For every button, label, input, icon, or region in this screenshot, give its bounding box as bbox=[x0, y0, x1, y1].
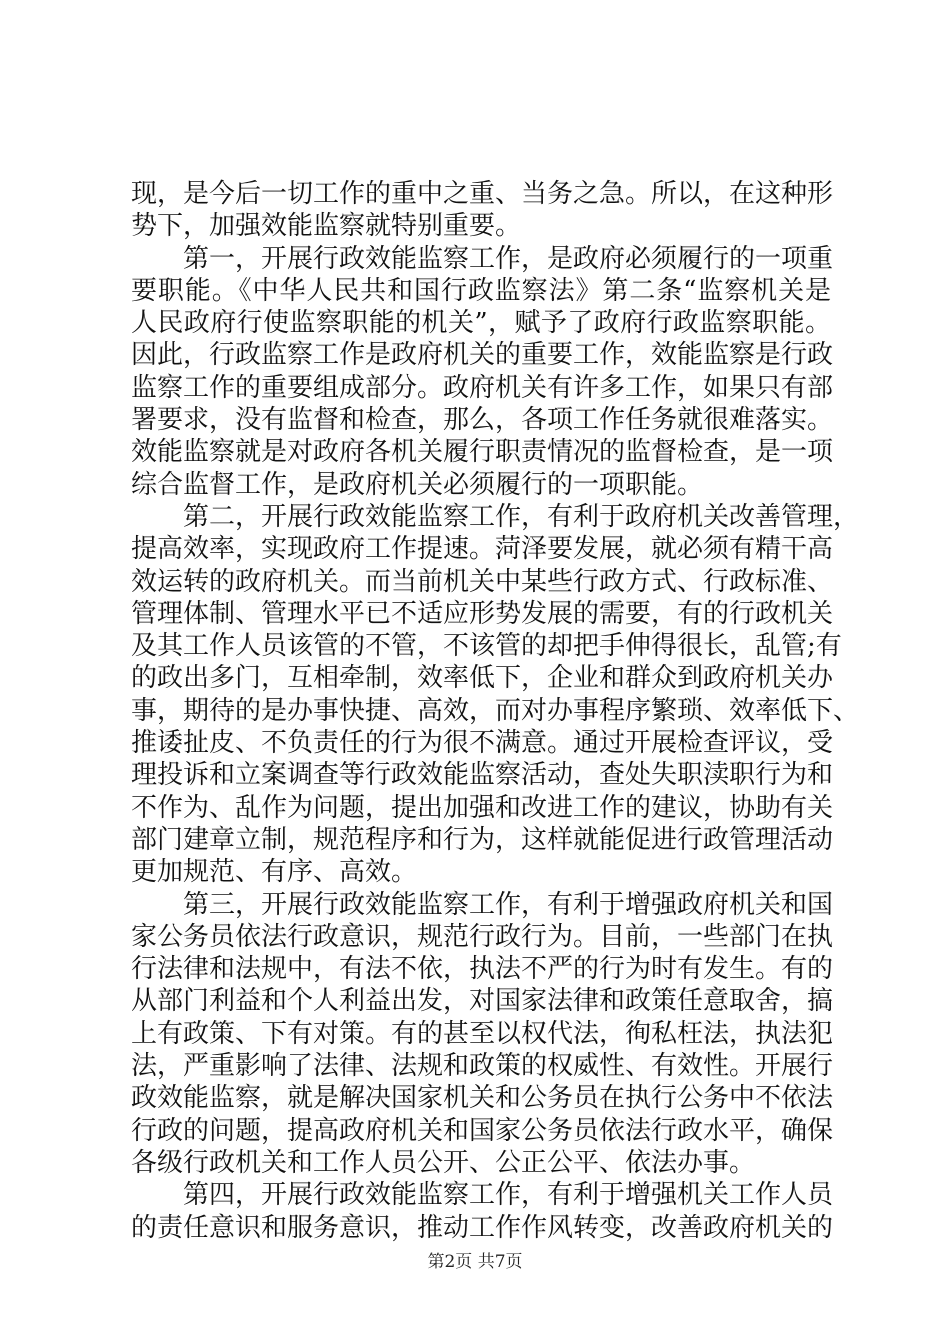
text-line: 监察工作的重要组成部分。政府机关有许多工作，如果只有部 bbox=[131, 372, 834, 403]
text-line: 第四，开展行政效能监察工作，有利于增强机关工作人员 bbox=[131, 1180, 834, 1211]
text-line: 从部门利益和个人利益出发，对国家法律和政策任意取舍，搞 bbox=[131, 986, 834, 1017]
document-body bbox=[131, 178, 860, 1244]
paragraph bbox=[131, 889, 834, 1180]
text-line: 第二，开展行政效能监察工作，有利于政府机关改善管理， bbox=[131, 501, 860, 532]
text-line: 管理体制、管理水平已不适应形势发展的需要，有的行政机关 bbox=[131, 598, 834, 629]
text-line: 势下，加强效能监察就特别重要。 bbox=[131, 211, 522, 242]
text-line: 上有政策、下有对策。有的甚至以权代法，徇私枉法，执法犯 bbox=[131, 1018, 834, 1049]
text-line: 现，是今后一切工作的重中之重、当务之急。所以，在这种形 bbox=[131, 179, 834, 209]
text-line: 法，严重影响了法律、法规和政策的权威性、有效性。开展行 bbox=[131, 1051, 834, 1082]
text-line: 要职能。《中华人民共和国行政监察法》第二条“监察机关是 bbox=[131, 275, 831, 306]
text-line: 效运转的政府机关。而当前机关中某些行政方式、行政标准、 bbox=[131, 566, 834, 597]
text-line: 理投诉和立案调查等行政效能监察活动，查处失职渎职行为和 bbox=[131, 760, 834, 791]
text-line: 提高效率，实现政府工作提速。菏泽要发展，就必须有精干高 bbox=[131, 534, 834, 565]
text-line: 事，期待的是办事快捷、高效，而对办事程序繁琐、效率低下、 bbox=[131, 695, 860, 726]
text-line: 第一，开展行政效能监察工作，是政府必须履行的一项重 bbox=[131, 243, 834, 274]
text-line: 不作为、乱作为问题，提出加强和改进工作的建议，协助有关 bbox=[131, 792, 834, 823]
text-line: 更加规范、有序、高效。 bbox=[131, 857, 418, 888]
text-line: 第三，开展行政效能监察工作，有利于增强政府机关和国 bbox=[131, 889, 834, 920]
text-line: 推诿扯皮、不负责任的行为很不满意。通过开展检查评议，受 bbox=[131, 728, 834, 759]
text-line: 因此，行政监察工作是政府机关的重要工作，效能监察是行政 bbox=[131, 340, 834, 371]
paragraph bbox=[131, 501, 860, 889]
paragraph bbox=[131, 178, 834, 243]
text-line: 的责任意识和服务意识，推动工作作风转变，改善政府机关的 bbox=[131, 1212, 834, 1243]
text-line: 综合监督工作，是政府机关必须履行的一项职能。 bbox=[131, 469, 704, 500]
text-line: 行政的问题，提高政府机关和国家公务员依法行政水平，确保 bbox=[131, 1115, 834, 1146]
paragraph bbox=[131, 1179, 834, 1244]
text-line: 人民政府行使监察职能的机关”，赋予了政府行政监察职能。 bbox=[131, 308, 831, 339]
text-line: 部门建章立制，规范程序和行为，这样就能促进行政管理活动 bbox=[131, 824, 834, 855]
text-line: 署要求，没有监督和检查，那么，各项工作任务就很难落实。 bbox=[131, 405, 834, 436]
text-line: 行法律和法规中，有法不依，执法不严的行为时有发生。有的 bbox=[131, 954, 834, 985]
text-line: 效能监察就是对政府各机关履行职责情况的监督检查，是一项 bbox=[131, 437, 834, 468]
text-line: 及其工作人员该管的不管，不该管的却把手伸得很长，乱管;有 bbox=[131, 631, 842, 662]
text-line: 家公务员依法行政意识，规范行政行为。目前，一些部门在执 bbox=[131, 921, 834, 952]
text-line: 政效能监察，就是解决国家机关和公务员在执行公务中不依法 bbox=[131, 1083, 834, 1114]
paragraph bbox=[131, 243, 834, 501]
text-line: 各级行政机关和工作人员公开、公正公平、依法办事。 bbox=[131, 1147, 756, 1178]
text-line: 的政出多门，互相牵制，效率低下，企业和群众到政府机关办 bbox=[131, 663, 834, 694]
page-footer: 第2页 共7页 bbox=[427, 1252, 523, 1272]
